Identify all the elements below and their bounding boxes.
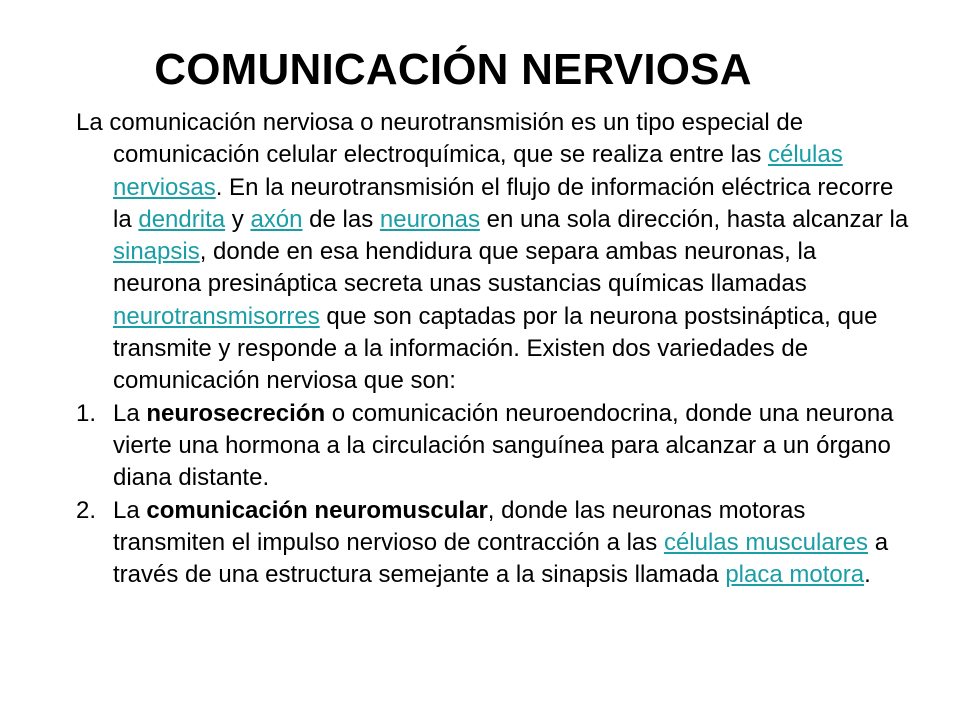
item-text-mid2: a través de una estructura semejante a la sinapsis llamada (113, 528, 889, 589)
list-number: 1. (76, 399, 97, 427)
intro-text-2: . En la neurotransmisión el flujo de información eléctrica recorre la (113, 173, 894, 233)
link-axon[interactable]: axón (250, 205, 303, 233)
slide-title: COMUNICACIÓN NERVIOSA (154, 45, 752, 94)
item-text-post: o comunicación neuroendocrina, donde una neurona vierte una hormona a la circulación sanguínea para alcanzar a un órgano diana distante. (113, 399, 894, 492)
intro-text-3: y (225, 205, 251, 233)
intro-text-4: de las (302, 205, 380, 233)
list-item-neuromuscular (76, 495, 910, 592)
item-text-pre: La (113, 496, 147, 524)
intro-text-7: que son captadas por la neurona postsináptica, que transmite y responde a la información. Existen dos variedades de comunicación nerviosa que son: (113, 302, 878, 395)
item-term-neuromuscular: comunicación neuromuscular (146, 496, 488, 524)
link-neurotransmisores[interactable]: neurotransmisorres (113, 302, 320, 330)
intro-paragraph (76, 107, 910, 398)
link-dendrita[interactable]: dendrita (138, 205, 226, 233)
link-placa-motora[interactable]: placa motora (725, 561, 865, 589)
list-number: 2. (76, 496, 97, 524)
intro-text-6: , donde en esa hendidura que separa ambas neuronas, la neurona presináptica secreta unas sustancias químicas llamadas (113, 238, 817, 298)
item-text-pre: La (113, 399, 147, 427)
list-item-neurosecrecion (76, 398, 910, 495)
item-text-mid: , donde las neuronas motoras transmiten el impulso nervioso de contracción a las (113, 496, 806, 556)
intro-text-1: La comunicación nerviosa o neurotransmisión es un tipo especial de comunicación celular electroquímica, que se realiza entre las (76, 109, 804, 169)
item-term-neurosecrecion: neurosecreción (146, 399, 326, 427)
link-sinapsis[interactable]: sinapsis (113, 238, 200, 266)
intro-text-5: en una sola dirección, hasta alcanzar la (479, 205, 909, 233)
link-celulas-nerviosas[interactable]: células nerviosas (113, 141, 843, 201)
slide-body (76, 107, 910, 591)
link-celulas-musculares[interactable]: células musculares (663, 528, 869, 556)
link-neuronas[interactable]: neuronas (379, 205, 480, 233)
item-text-end: . (864, 561, 871, 589)
